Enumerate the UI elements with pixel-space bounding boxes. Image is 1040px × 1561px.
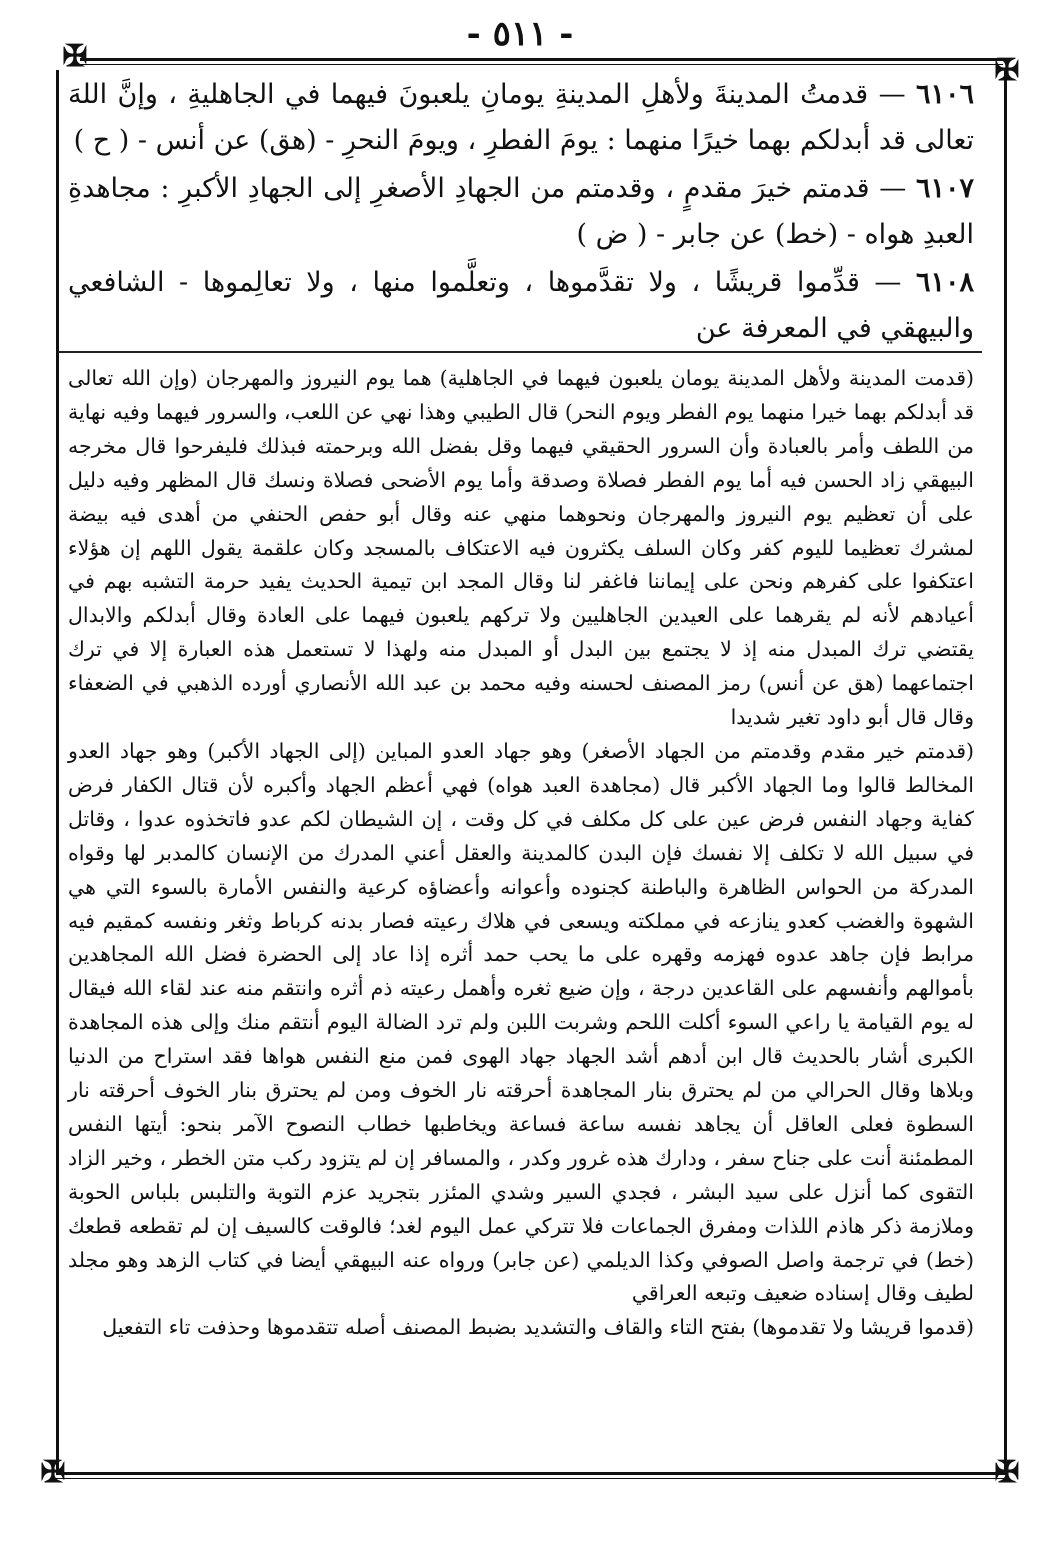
hadith-entry [68, 260, 974, 352]
hadith-text [68, 72, 974, 354]
hadith-entry [68, 72, 974, 164]
frame-top-border [80, 58, 1003, 61]
hadith-body: — قدمتُ المدينةَ ولأهلِ المدينةِ يومانِ يلعبونَ فيهما في الجاهليةِ ، وإنَّ اللهَ تعالى قد أبدلكم بهما خيرًا منهما : يومَ الفطرِ ، ويومَ النحرِ - (هق) عن أنس - ( ح ) [68, 79, 974, 156]
hadith-number: ٦١٠٧ [915, 173, 974, 204]
corner-ornament-top-right: ✠ [994, 53, 1020, 88]
corner-ornament-bottom-right: ✠ [994, 1455, 1020, 1490]
hadith-body: — قدِّموا قريشًا ، ولا تقدَّموها ، وتعلَّموا منها ، ولا تعالِموها - الشافعي والبيهقي في المعرفة عن [68, 267, 974, 344]
hadith-number: ٦١٠٦ [915, 79, 974, 110]
commentary-paragraph: (قدمتم خير مقدم وقدمتم من الجهاد الأصغر) وهو جهاد العدو المباين (إلى الجهاد الأكبر) وهو جهاد العدو المخالط قالوا وما الجهاد الأكبر قال (مجاهدة العبد هواه) فهي أعظم الجهاد وأكبره لأن قتال الكفار فرض كفاية وجهاد النفس فرض عين على كل مكلف في كل وقت ، إن الشيطان لكم عدو فاتخذوه عدوا ، وقاتل في سبيل الله لا تكلف إلا نفسك فإن البدن كالمدينة والعقل أعني المدرك من الإنسان كالمدبر لها وقواه المدركة من الحواس الظاهرة والباطنة كجنوده وأعوانه وأعضاؤه كرعية والنفس الأمارة بالسوء التي هي الشهوة والغضب كعدو ينازعه في مملكته ويسعى في هلاك رعيته فصار بدنه كرباط وثغر ونفسه كمقيم فيه مرابط فإن جاهد عدوه فهزمه وقهره على ما يحب حمد أثره إذا عاد إلى الحضرة فضل الله المجاهدين بأموالهم وأنفسهم على القاعدين درجة ، وإن ضيع ثغره وأهمل رعيته ذم أثره وانتقم منه عند لقاء الله فيقال له يوم القيامة يا راعي السوء أكلت اللحم وشربت اللبن ولم ترد الضالة اليوم أنتقم منك وإلى هذه المجاهدة الكبرى أشار بالحديث قال ابن أدهم أشد الجهاد جهاد الهوى فمن منع النفس هواها فقد استراح من الدنيا وبلاها وقال الحرالي من لم يحترق بنار المجاهدة أحرقته نار الخوف ومن لم يحترق بنار الخوف أحرقته نار السطوة فعلى العاقل أن يجاهد نفسه ساعة فساعة ويخاطبها خطاب النصوح الآمر بنحو: أيتها النفس المطمئنة أنت على جناح سفر ، ودارك هذه غرور وكدر ، والمسافر إن لم يتزود ركب متن الخطر ، وخير الزاد التقوى كما أنزل على سيد البشر ، فجدي السير وشدي المئزر بتجريد عزم التوبة والتلبس بلباس الحوبة وملازمة ذكر هاذم اللذات ومفرق الجماعات فلا تتركي عمل اليوم لغد؛ فالوقت كالسيف إن لم تقطعه قطعك (خط) في ترجمة واصل الصوفي وكذا الديلمي (عن جابر) ورواه عنه البيهقي أيضا في كتاب الزهد وهو مجلد لطيف وقال إسناده ضعيف وتبعه العراقي [68, 738, 974, 1306]
frame-left-border [56, 70, 59, 1472]
hadith-number: ٦١٠٨ [915, 267, 974, 298]
commentary-paragraph: (قدمت المدينة ولأهل المدينة يومان يلعبون فيهما في الجاهلية) هما يوم النيروز والمهرجان (وإن الله تعالى قد أبدلكم بهما خيرا منهما يوم الفطر ويوم النحر) قال الطيبي وهذا نهي عن اللعب، والسرور فيهما وفيه نهاية من اللطف وأمر بالعبادة وأن السرور الحقيقي فيهما وقل بفضل الله وبرحمته فبذلك فليفرحوا قال مخرجه البيهقي زاد الحسن فيه أما يوم الفطر فصلاة وصدقة وأما يوم الأضحى فصلاة ونسك قال المظهر وفيه دليل على أن تعظيم يوم النيروز والمهرجان ونحوهما منهي عنه وقال أبو حفص الحنفي من أهدى فيه بيضة لمشرك تعظيما لليوم كفر وكان السلف يكثرون فيه الاعتكاف بالمسجد وكان علقمة يقول اللهم إن هؤلاء اعتكفوا على كفرهم ونحن على إيماننا فاغفر لنا وقال المجد ابن تيمية الحديث يفيد حرمة التشبه بهم في أعيادهم لأنه لم يقرهما على العيدين الجاهليين ولا تركهم يلعبون فيهما على العادة وقال أبدلكم والابدال يقتضي ترك المبدل منه إذ لا يجتمع بين البدل أو المبدل منه ولهذا لا تستعمل هذه العبارة إلا في ترك اجتماعهما (هق عن أنس) رمز المصنف لحسنه وفيه محمد بن عبد الله الأنصاري أورده الذهبي في الضعفاء وقال قال أبو داود تغير شديدا [68, 366, 974, 730]
corner-ornament-bottom-left: ✠ [40, 1455, 66, 1490]
text-separator-line [58, 351, 982, 353]
page-number: - ٥١١ - [466, 14, 574, 54]
commentary-paragraph: (قدموا قريشا ولا تقدموها) بفتح التاء والقاف والتشديد بضبط المصنف أصله تتقدموها وحذفت تاء التفعيل [102, 1315, 974, 1340]
hadith-body: — قدمتم خيرَ مقدمٍ ، وقدمتم من الجهادِ الأصغرِ إلى الجهادِ الأكبرِ : مجاهدةِ العبدِ هواه - (خط) عن جابر - ( ض ) [68, 173, 974, 250]
corner-ornament-top-left: ✠ [62, 39, 88, 74]
frame-bottom-border [56, 1472, 1006, 1475]
hadith-entry [68, 166, 974, 258]
commentary-text [68, 362, 974, 1345]
frame-right-border [1004, 70, 1007, 1472]
